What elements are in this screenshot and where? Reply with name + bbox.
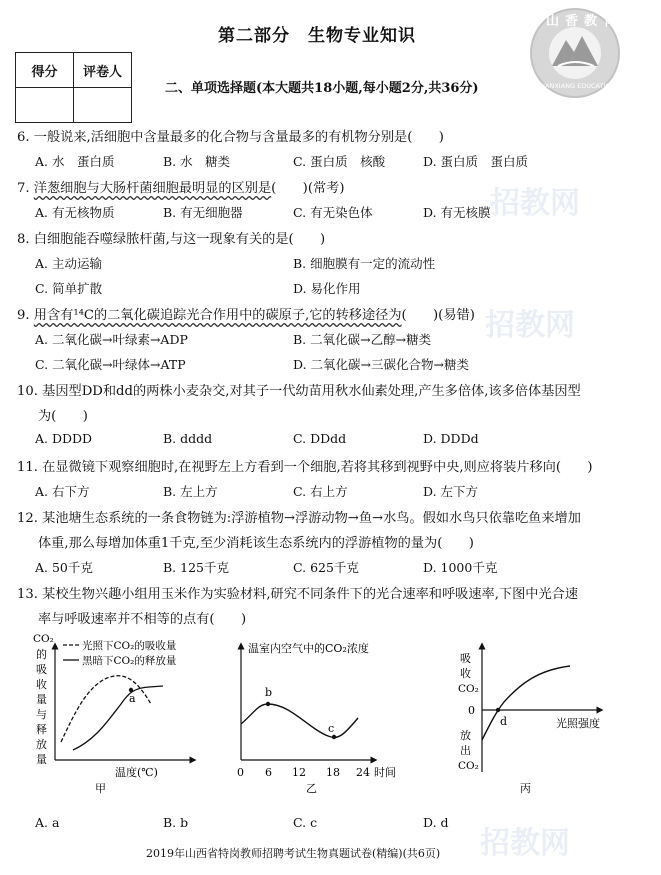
yi-tick: 18 bbox=[326, 766, 340, 779]
bing-caption: 丙 bbox=[520, 782, 531, 794]
watermark-text: 招教网 bbox=[480, 826, 570, 861]
question-6-stem: 6. 一般说来,活细胞中含量最多的化合物与含量最多的有机物分别是( ) bbox=[17, 130, 444, 145]
jia-ylabel-char: 量 bbox=[36, 693, 47, 706]
question-number: 9. bbox=[17, 308, 34, 323]
question-6-option-d[interactable]: D. 蛋白质 蛋白质 bbox=[423, 154, 529, 169]
jia-ylabel bbox=[33, 633, 54, 766]
yi-xlabel: 时间 bbox=[374, 766, 396, 779]
question-7-option-d[interactable]: D. 有无核膜 bbox=[423, 205, 491, 220]
jia-curve-light bbox=[61, 676, 151, 742]
bing-xlabel: 光照强度 bbox=[556, 717, 600, 730]
grader-cell[interactable] bbox=[74, 88, 132, 123]
shanxiang-logo bbox=[528, 6, 622, 100]
question-7-option-b[interactable]: B. 有无细胞器 bbox=[163, 205, 243, 220]
watermark-text: 招教网 bbox=[490, 186, 580, 221]
yi-tick: 0 bbox=[237, 766, 244, 779]
question-6-option-b[interactable]: B. 水 糖类 bbox=[163, 154, 231, 169]
logo-subtext: SHANXIANG EDUCATION bbox=[536, 82, 616, 90]
jia-ylabel-char: 的 bbox=[36, 648, 47, 661]
question-12-stem-cont: 体重,那么每增加体重1千克,至少消耗该生态系统内的浮游植物的量为( ) bbox=[38, 536, 474, 551]
bing-point-d-label: d bbox=[500, 715, 508, 728]
yi-tick: 12 bbox=[292, 766, 306, 779]
question-10-stem: 10. 基因型DD和dd的两株小麦杂交,对其子一代幼苗用秋水仙素处理,产生多倍体,该多倍体基因型 bbox=[17, 384, 581, 399]
question-9-option-a[interactable]: A. 二氧化碳→叶绿素→ADP bbox=[35, 332, 188, 347]
score-cell[interactable] bbox=[16, 88, 74, 123]
question-tail: ( )(常考) bbox=[271, 181, 345, 196]
question-13-option-d[interactable]: D. d bbox=[423, 815, 449, 830]
question-9-option-c[interactable]: C. 二氧化碳→叶绿体→ATP bbox=[35, 357, 186, 372]
yi-point-b-label: b bbox=[265, 686, 273, 699]
bing-ylabel-top: 吸 bbox=[460, 652, 471, 665]
grader-header: 评卷人 bbox=[74, 53, 132, 88]
question-13-option-c[interactable]: C. c bbox=[293, 815, 318, 830]
page-title: 第二部分 生物专业知识 bbox=[218, 26, 416, 46]
page-footer: 2019年山西省特岗教师招聘考试生物真题试卷(精编)(共6页) bbox=[146, 847, 441, 860]
question-7-option-a[interactable]: A. 有无核物质 bbox=[35, 205, 115, 220]
bing-ylabel-top: 收 bbox=[460, 667, 471, 680]
question-10-option-a[interactable]: A. DDDD bbox=[35, 431, 93, 446]
question-10-option-d[interactable]: D. DDDd bbox=[423, 431, 479, 446]
watermark-text: 招教网 bbox=[485, 308, 575, 343]
question-12-option-c[interactable]: C. 625千克 bbox=[293, 560, 359, 575]
question-7-stem bbox=[17, 177, 345, 196]
question-10-stem-cont: 为( ) bbox=[38, 409, 88, 424]
question-11-option-d[interactable]: D. 左下方 bbox=[423, 484, 479, 499]
question-8-option-c[interactable]: C. 简单扩散 bbox=[35, 281, 103, 296]
question-10-option-b[interactable]: B. dddd bbox=[163, 431, 213, 446]
question-13-stem-cont: 率与呼吸速率并不相等的点有( ) bbox=[38, 612, 247, 627]
bing-ylabel-bottom: CO₂ bbox=[458, 760, 479, 772]
jia-ylabel-char: CO₂ bbox=[33, 633, 54, 645]
question-10-option-c[interactable]: C. DDdd bbox=[293, 431, 347, 446]
jia-caption: 甲 bbox=[95, 782, 106, 794]
section-heading: 二、单项选择题(本大题共18小题,每小题2分,共36分) bbox=[165, 81, 479, 96]
jia-ylabel-char: 吸 bbox=[36, 663, 47, 676]
yi-curve bbox=[241, 704, 358, 737]
yi-caption: 乙 bbox=[306, 782, 317, 794]
jia-ylabel-char: 释 bbox=[36, 723, 47, 736]
yi-point-b bbox=[266, 702, 270, 706]
figure-jia bbox=[25, 632, 205, 794]
question-emphasis: 用含有¹⁴C的二氧化碳追踪光合作用中的碳原子,它的转移途径为 bbox=[33, 308, 402, 323]
bing-ylabel-bottom: 出 bbox=[460, 744, 471, 757]
figure-yi bbox=[228, 632, 413, 794]
yi-point-c-label: c bbox=[328, 722, 335, 735]
question-13-option-b[interactable]: B. b bbox=[163, 815, 189, 830]
yi-point-c bbox=[332, 735, 336, 739]
question-11-stem: 11. 在显微镜下观察细胞时,在视野左上方看到一个细胞,若将其移到视野中央,则应将装片移向( ) bbox=[17, 460, 593, 475]
question-7-option-c[interactable]: C. 有无染色体 bbox=[293, 205, 373, 220]
question-13-option-a[interactable]: A. a bbox=[35, 815, 60, 830]
figure-bing bbox=[448, 632, 628, 794]
question-8-stem: 8. 白细胞能吞噬绿脓杆菌,与这一现象有关的是( ) bbox=[17, 232, 326, 247]
question-11-option-a[interactable]: A. 右下方 bbox=[35, 484, 90, 499]
jia-curve-dark bbox=[73, 686, 163, 750]
question-9-stem bbox=[17, 304, 475, 323]
question-9-option-d[interactable]: D. 二氧化碳→三碳化合物→糖类 bbox=[293, 357, 469, 372]
jia-ylabel-char: 量 bbox=[36, 753, 47, 766]
question-11-option-c[interactable]: C. 右上方 bbox=[293, 484, 348, 499]
question-9-option-b[interactable]: B. 二氧化碳→乙醇→糖类 bbox=[293, 332, 432, 347]
yi-tick: 6 bbox=[265, 766, 272, 779]
score-table bbox=[15, 52, 132, 123]
score-header: 得分 bbox=[16, 53, 74, 88]
bing-ylabel-top: CO₂ bbox=[458, 683, 479, 695]
yi-title: 温室内空气中的CO₂浓度 bbox=[248, 642, 369, 655]
question-12-stem: 12. 某池塘生态系统的一条食物链为:浮游植物→浮游动物→鱼→水鸟。假如水鸟只依靠吃鱼来增加 bbox=[17, 511, 581, 526]
question-8-option-b[interactable]: B. 细胞膜有一定的流动性 bbox=[293, 256, 436, 271]
bing-ylabel-bottom: 放 bbox=[460, 729, 471, 742]
question-12-option-a[interactable]: A. 50千克 bbox=[35, 560, 93, 575]
question-6-option-a[interactable]: A. 水 蛋白质 bbox=[35, 154, 115, 169]
question-emphasis: 洋葱细胞与大肠杆菌细胞最明显的区别是 bbox=[33, 181, 272, 196]
question-11-option-b[interactable]: B. 左上方 bbox=[163, 484, 218, 499]
question-tail: ( )(易错) bbox=[401, 308, 475, 323]
bing-zero: 0 bbox=[468, 704, 475, 717]
question-8-option-a[interactable]: A. 主动运输 bbox=[35, 256, 102, 271]
jia-point-a-label: a bbox=[129, 692, 136, 705]
jia-legend-2: 黑暗下CO₂的释放量 bbox=[82, 655, 177, 667]
jia-ylabel-char: 收 bbox=[36, 678, 47, 691]
question-8-option-d[interactable]: D. 易化作用 bbox=[293, 281, 361, 296]
question-12-option-d[interactable]: D. 1000千克 bbox=[423, 560, 498, 575]
question-13-stem: 13. 某校生物兴趣小组用玉米作为实验材料,研究不同条件下的光合速率和呼吸速率,下图中光合速 bbox=[17, 587, 579, 602]
bing-point-d bbox=[496, 708, 500, 712]
jia-ylabel-char: 与 bbox=[36, 708, 47, 721]
yi-tick: 24 bbox=[356, 766, 370, 779]
question-12-option-b[interactable]: B. 125千克 bbox=[163, 560, 229, 575]
jia-legend-1: 光照下CO₂的吸收量 bbox=[82, 640, 177, 652]
question-6-option-c[interactable]: C. 蛋白质 核酸 bbox=[293, 154, 386, 169]
logo-text: 山香教育 bbox=[546, 14, 623, 29]
jia-xlabel: 温度(℃) bbox=[115, 766, 158, 779]
question-number: 7. bbox=[17, 181, 34, 196]
jia-ylabel-char: 放 bbox=[36, 738, 47, 751]
